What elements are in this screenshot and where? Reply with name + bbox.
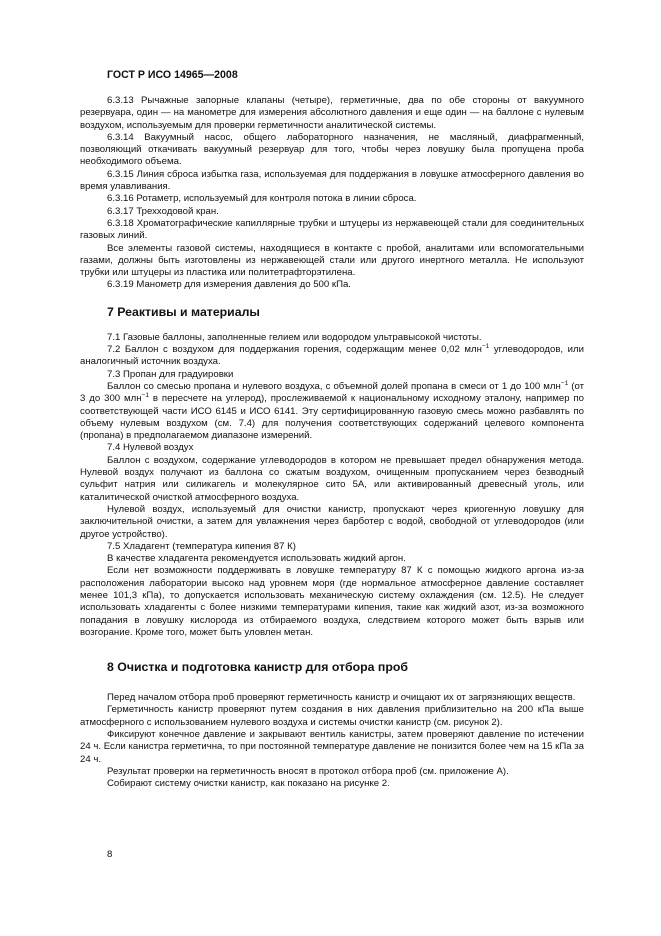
paragraph-6-3-13: 6.3.13 Рычажные запорные клапаны (четыре), герметичные, два по обе стороны от вакуумного резервуара, один — на манометре для измерения абсолютного давления и еще один — на баллоне с нулевым воздухом, используемым для проверки герметичности аналитической системы. xyxy=(80,95,584,131)
paragraph-6-3-15: 6.3.15 Линия сброса избытка газа, используемая для поддержания в ловушке атмосферного давления во время улавливания. xyxy=(80,168,584,193)
page-content xyxy=(80,95,584,791)
paragraph-8-leak-test: Герметичность канистр проверяют путем создания в них давления приблизительно на 200 кПа выше атмосферного с использованием нулевого воздуха и системы очистки канистр (см. рисунок 2). xyxy=(80,704,584,728)
paragraph-gas-system-note: Все элементы газовой системы, находящиеся в контакте с пробой, аналитами или вспомогательными газами, должны быть изготовлены из нержавеющей стали или другого инертного металла. Не используют трубки или штуцеры из пластика или политетрафторэтилена. xyxy=(80,242,584,279)
section-7-heading: 7 Реактивы и материалы xyxy=(107,304,260,319)
paragraph-7-5-note: Если нет возможности поддерживать в ловушке температуру 87 К с помощью жидкого аргона из-за расположения лаборатории высоко над уровнем моря (где нормальное атмосферное давление составляет менее 101,3 кПа), то допускается использовать механическую систему охлаждения (см. 12.5). Не следует использовать хладагенты с более низкими температурами кипения, такие как жидкий азот, из-за возможного попадания в ловушку кислорода из отбираемого воздуха, следствием которого может быть взрыв или возгорание. Кроме того, может быть уловлен метан. xyxy=(80,565,584,638)
paragraph-7-5-body: В качестве хладагента рекомендуется использовать жидкий аргон. xyxy=(107,553,406,565)
paragraph-7-2: 7.2 Баллон с воздухом для поддержания горения, содержащим менее 0,02 млн$^{-1}$ углеводородов, или аналогичный источник воздуха. xyxy=(80,342,584,368)
paragraph-6-3-18: 6.3.18 Хроматографические капиллярные трубки и штуцеры из нержавеющей стали для соединительных газовых линий. xyxy=(80,217,584,242)
paragraph-8-intro: Перед началом отбора проб проверяют герметичность канистр и очищают их от загрязняющих веществ. xyxy=(107,692,576,704)
paragraph-6-3-19: 6.3.19 Манометр для измерения давления до 500 кПа. xyxy=(107,279,351,291)
paragraph-7-4: 7.4 Нулевой воздух xyxy=(107,442,194,454)
paragraph-7-5: 7.5 Хладагент (температура кипения 87 К) xyxy=(107,540,296,552)
paragraph-7-3-body: Баллон со смесью пропана и нулевого воздуха, с объемной долей пропана в смеси от 1 до 100 млн$^{-1}$ (от 3 до 300 млн$^{-1}$ в пересчете на углерод), прослеживаемой к национальному исходному эталону, например по соответствующей части ИСО 6145 и ИСО 6141. Эту сертифицированную газовую смесь можно разбавлять по объему нулевым воздухом (см. 7.4) для получения соответствующих содержаний целевого компонента (пропана) в предполагаемом диапазоне измерений. xyxy=(80,379,585,442)
paragraph-8-pressure-check: Фиксируют конечное давление и закрывают вентиль канистры, затем проверяют давление по истечении 24 ч. Если канистра герметична, то при постоянной температуре давление не понизится более чем на 15 кПа за 24 ч. xyxy=(80,729,584,765)
paragraph-6-3-17: 6.3.17 Трехходовой кран. xyxy=(107,205,219,217)
paragraph-7-1: 7.1 Газовые баллоны, заполненные гелием или водородом ультравысокой чистоты. xyxy=(107,331,482,343)
paragraph-7-3: 7.3 Пропан для градуировки xyxy=(107,368,234,380)
paragraph-8-assembly: Собирают систему очистки канистр, как показано на рисунке 2. xyxy=(107,778,390,790)
document-header: ГОСТ Р ИСО 14965—2008 xyxy=(107,69,238,81)
section-8-heading: 8 Очистка и подготовка канистр для отбора проб xyxy=(107,660,408,675)
paragraph-8-protocol: Результат проверки на герметичность вносят в протокол отбора проб (см. приложение А). xyxy=(107,765,509,777)
paragraph-7-4-cleaning: Нулевой воздух, используемый для очистки канистр, пропускают через криогенную ловушку для заключительной очистки, а затем для увлажнения через барботер с водой, свободной от углеводородов (или другое устройство). xyxy=(80,503,584,540)
paragraph-6-3-14: 6.3.14 Вакуумный насос, общего лабораторного назначения, не масляный, диафрагменный, позволяющий откачивать вакуумный резервуар для того, чтобы через ловушку была пропущена проба необходимого объема. xyxy=(80,131,584,168)
paragraph-7-4-body: Баллон с воздухом, содержание углеводородов в котором не превышает предел обнаружения метода. Нулевой воздух получают из баллона со сжатым воздухом, очищенным пропусканием через безводный сульфит натрия или силикагель и молекулярное сито 5А, или активированный древесный уголь, или каталитической очисткой атмосферного воздуха. xyxy=(80,454,584,503)
page-number: 8 xyxy=(107,849,113,860)
paragraph-6-3-16: 6.3.16 Ротаметр, используемый для контроля потока в линии сброса. xyxy=(107,193,417,205)
